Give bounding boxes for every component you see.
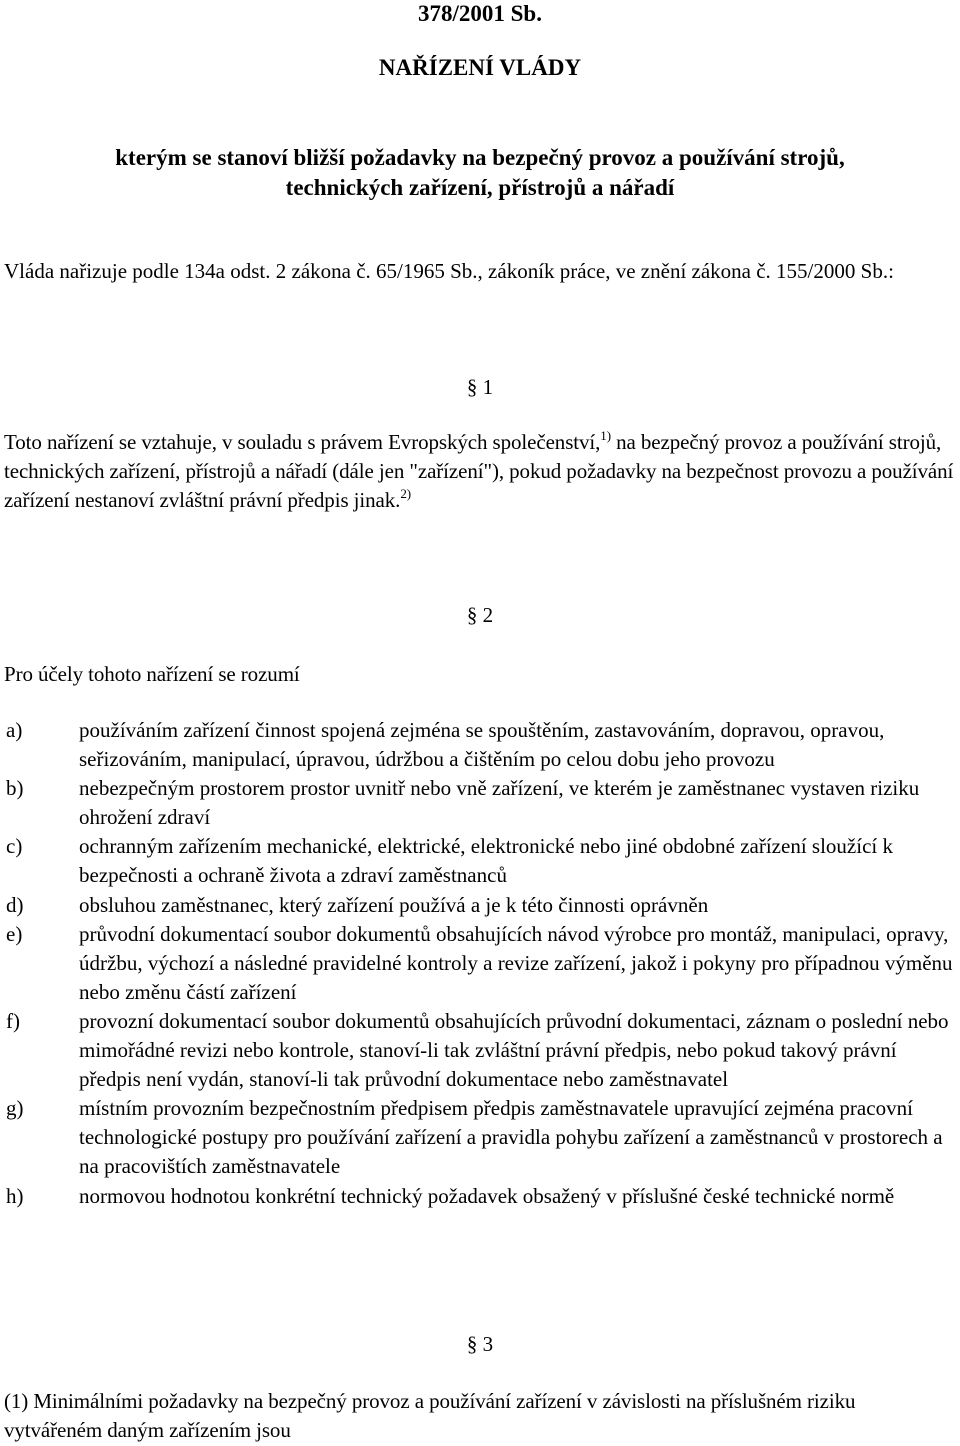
- definition-text: průvodní dokumentací soubor dokumentů obsahujících návod výrobce pro montáž, manipulaci, opravy, údržbu, výchozí a následné pravidelné kontroly a revize zařízení, jakož i pokyny pro případnou výměnu nebo změnu částí zařízení: [79, 921, 953, 1004]
- definition-item-b: [4, 774, 960, 832]
- definition-text: provozní dokumentací soubor dokumentů obsahujících průvodní dokumentaci, záznam o poslední nebo mimořádné revizi nebo kontrole, stanoví-li tak zvláštní právní předpis, nebo pokud takový právní předpis není vydán, stanoví-li tak průvodní dokumentace nebo zaměstnavatel: [79, 1008, 949, 1092]
- definition-letter: g): [6, 1096, 24, 1121]
- definition-letter: f): [6, 1008, 20, 1033]
- footnote-ref-2: 2): [400, 486, 411, 501]
- definition-item-c: [4, 832, 960, 890]
- section-1-text-part-2: na bezpečný provoz a používání strojů, technických zařízení, přístrojů a nářadí (dále jen "zařízení"), pokud požadavky na bezpečnost provozu a používání zařízení nestanoví zvláštní právní předpis jinak.: [4, 430, 954, 512]
- preamble: Vláda nařizuje podle 134a odst. 2 zákona č. 65/1965 Sb., zákoník práce, ve znění zákona č. 155/2000 Sb.:: [4, 259, 894, 283]
- document-number: 378/2001 Sb.: [418, 1, 542, 26]
- definition-item-e: [4, 920, 960, 1007]
- document-title-line-2: technických zařízení, přístrojů a nářadí: [285, 175, 675, 200]
- section-1-text-part-1: Toto nařízení se vztahuje, v souladu s právem Evropských společenství,: [4, 430, 601, 454]
- section-2-intro: Pro účely tohoto nařízení se rozumí: [4, 662, 300, 686]
- definition-letter: a): [6, 718, 23, 742]
- section-1-heading: § 1: [466, 375, 494, 399]
- definitions-list: [4, 716, 960, 1211]
- definition-letter: e): [6, 921, 23, 946]
- definition-letter: c): [6, 834, 23, 859]
- definition-letter: d): [6, 892, 24, 917]
- definition-item-a: [4, 716, 960, 774]
- document-title-line-1: kterým se stanoví bližší požadavky na bezpečný provoz a používání strojů,: [115, 145, 845, 170]
- document-title: [0, 143, 960, 203]
- definition-item-g: [4, 1094, 960, 1181]
- definition-item-f: [4, 1007, 960, 1094]
- definition-text: ochranným zařízením mechanické, elektrické, elektronické nebo jiné obdobné zařízení sloužící k bezpečnosti a ochraně života a zdraví zaměstnanců: [79, 834, 893, 888]
- definition-text: nebezpečným prostorem prostor uvnitř nebo vně zařízení, ve kterém je zaměstnanec vystaven riziku ohrožení zdraví: [79, 776, 920, 830]
- definition-letter: h): [6, 1183, 24, 1208]
- document-type-heading: NAŘÍZENÍ VLÁDY: [378, 55, 582, 80]
- definition-text: normovou hodnotou konkrétní technický požadavek obsažený v příslušné české technické normě: [79, 1183, 895, 1208]
- footnote-ref-1: 1): [600, 428, 611, 443]
- definition-text: místním provozním bezpečnostním předpisem předpis zaměstnavatele upravující zejména pracovní technologické postupy pro používání zařízení a pravidla pohybu zařízení a zaměstnanců v prostorech a na pracovištích zaměstnavatele: [79, 1096, 943, 1179]
- definition-text: používáním zařízení činnost spojená zejména se spouštěním, zastavováním, dopravou, opravou, seřizováním, manipulací, úpravou, údržbou a čištěním po celou dobu jeho provozu: [79, 718, 885, 772]
- definition-item-d: [4, 891, 960, 920]
- definition-letter: b): [6, 776, 24, 801]
- definition-item-h: [4, 1182, 960, 1211]
- definition-text: obsluhou zaměstnanec, který zařízení používá a je k této činnosti oprávněn: [79, 892, 709, 917]
- section-2-heading: § 2: [466, 603, 494, 627]
- section-1-text: [4, 428, 959, 515]
- section-3-heading: § 3: [466, 1332, 494, 1356]
- section-3-paragraph-1: (1) Minimálními požadavky na bezpečný provoz a používání zařízení v závislosti na příslušném riziku vytvářeném daným zařízením jsou: [4, 1389, 856, 1442]
